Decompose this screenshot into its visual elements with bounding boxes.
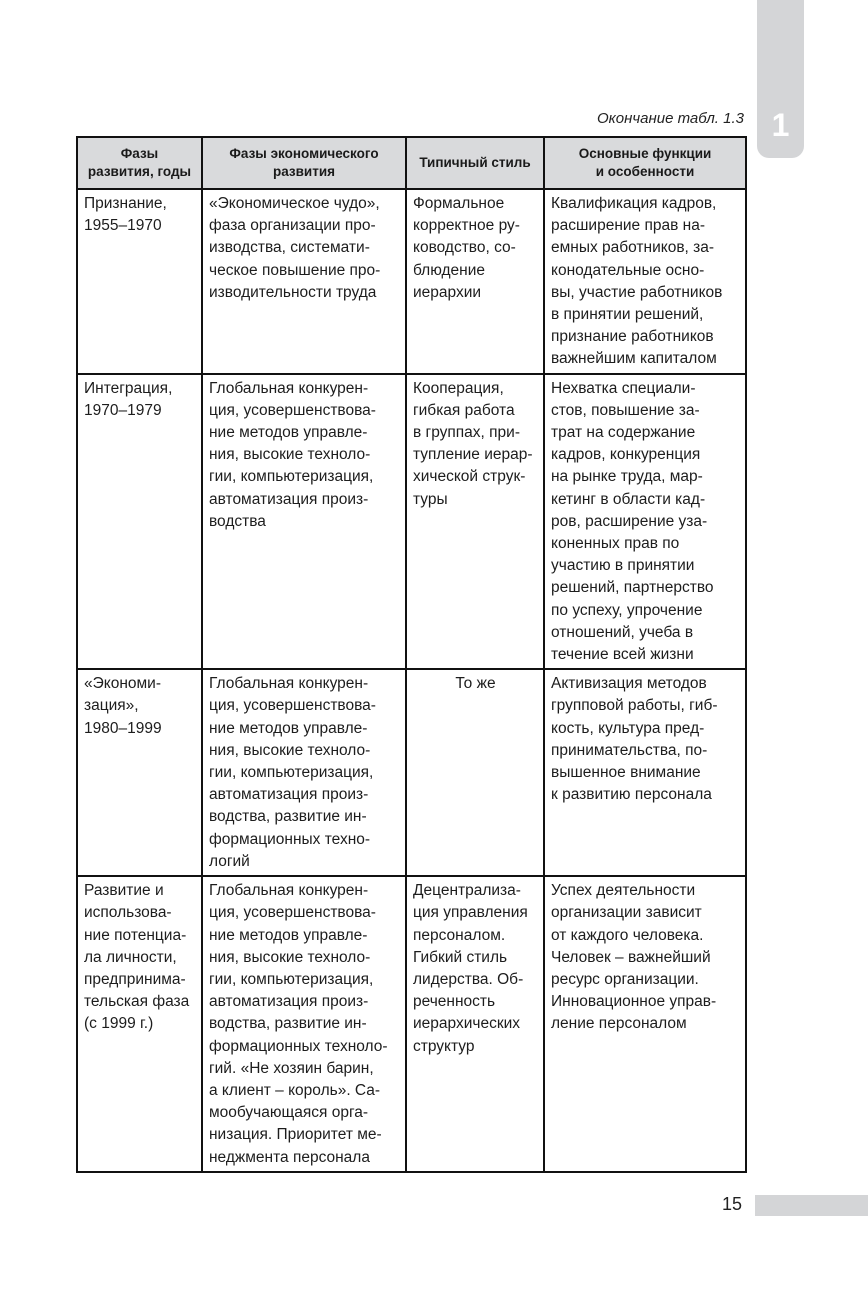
- cell-typical-style: Формальное корректное ру- ководство, со- блюдение иерархии: [406, 189, 544, 374]
- table-caption: Окончание табл. 1.3: [597, 110, 744, 127]
- table-row: [77, 669, 746, 876]
- table-row: [77, 374, 746, 670]
- chapter-tab: [757, 0, 804, 158]
- cell-typical-style: Децентрализа- ция управления персоналом. Гибкий стиль лидерства. Об- реченность иерархических структур: [406, 876, 544, 1172]
- header-economic-phases: Фазы экономического развития: [202, 137, 406, 189]
- cell-phase-years: Интеграция, 1970–1979: [77, 374, 202, 670]
- chapter-number: 1: [771, 107, 790, 143]
- cell-economic-phase: Глобальная конкурен- ция, усовершенствова- ние методов управле- ния, высокие техноло- гии, компьютеризация, автоматизация произ- водства, развитие ин- формационных техно- логий: [202, 669, 406, 876]
- cell-economic-phase: Глобальная конкурен- ция, усовершенствова- ние методов управле- ния, высокие техноло- гии, компьютеризация, автоматизация произ- водства, развитие ин- формационных техноло- гий. «Не хозяин барин, а клиент – король». Са- мообучающаяся орга- низация. Приоритет ме- неджмента персонала: [202, 876, 406, 1172]
- page-number: 15: [722, 1194, 743, 1214]
- cell-typical-style: Кооперация, гибкая работа в группах, при- тупление иерар- хической струк- туры: [406, 374, 544, 670]
- phases-table: [76, 136, 747, 1173]
- header-phase-years: Фазы развития, годы: [77, 137, 202, 189]
- cell-phase-years: Развитие и использова- ние потенциа- ла личности, предпринима- тельская фаза (с 1999 г.): [77, 876, 202, 1172]
- table-header-row: [77, 137, 746, 189]
- cell-economic-phase: Глобальная конкурен- ция, усовершенствова- ние методов управле- ния, высокие техноло- гии, компьютеризация, автоматизация произ- водства: [202, 374, 406, 670]
- cell-main-functions: Квалификация кадров, расширение прав на- емных работников, за- конодательные осно- вы, участие работников в принятии решений, признание работников важнейшим капиталом: [544, 189, 746, 374]
- cell-main-functions: Нехватка специали- стов, повышение за- трат на содержание кадров, конкуренция на рынке труда, мар- кетинг в области кад- ров, расширение уза- коненных прав по участию в принятии решений, партнерство по успеху, упрочение отношений, учеба в течение всей жизни: [544, 374, 746, 670]
- cell-main-functions: Активизация методов групповой работы, гиб- кость, культура пред- принимательства, по- вышенное внимание к развитию персонала: [544, 669, 746, 876]
- table-row: [77, 189, 746, 374]
- table-row: [77, 876, 746, 1172]
- page-bar: [755, 1195, 868, 1216]
- cell-typical-style: То же: [406, 669, 544, 876]
- cell-main-functions: Успех деятельности организации зависит от каждого человека. Человек – важнейший ресурс организации. Инновационное управ- ление персоналом: [544, 876, 746, 1172]
- cell-phase-years: «Экономи- зация», 1980–1999: [77, 669, 202, 876]
- header-typical-style: Типичный стиль: [406, 137, 544, 189]
- header-main-functions: Основные функции и особенности: [544, 137, 746, 189]
- cell-phase-years: Признание, 1955–1970: [77, 189, 202, 374]
- cell-economic-phase: «Экономическое чудо», фаза организации про- изводства, системати- ческое повышение про- изводительности труда: [202, 189, 406, 374]
